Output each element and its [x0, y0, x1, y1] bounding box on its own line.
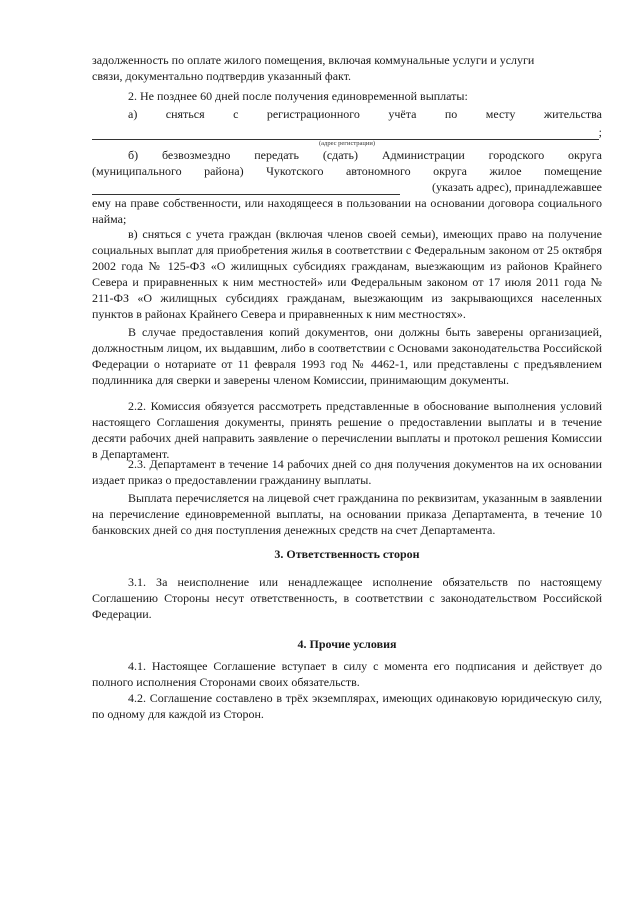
clause-2-2 — [92, 398, 602, 462]
clause-2b-rest: ему на праве собственности, или находящееся в пользовании на основании договора социального найма; — [92, 196, 602, 226]
clause-2-3-text: 2.3. Департамент в течение 14 рабочих дней со дня получения документов на их основании издает приказ о предоставлении гражданину выплаты. — [92, 457, 602, 487]
word: округа — [433, 164, 467, 178]
word: а) — [128, 107, 138, 121]
clause-4-2-text: 4.2. Соглашение составлено в трёх экземплярах, имеющих одинаковую юридическую силу, по одному для каждой из Сторон. — [92, 691, 602, 721]
word: округа — [568, 148, 602, 162]
word: месту — [485, 107, 516, 121]
word: жительства — [543, 107, 602, 121]
clause-4-1 — [92, 658, 602, 690]
payment-paragraph — [92, 490, 602, 538]
clause-4-1-text: 4.1. Настоящее Соглашение вступает в силу с момента его подписания и действует до полного исполнения Сторонами своих обязательств. — [92, 659, 602, 689]
payment-text: Выплата перечисляется на лицевой счет гражданина по реквизитам, указанным в заявлении на перечисление единовременной выплаты, на основании приказа Департамента, в течение 10 банковских дней со дня поступления денежных средств на счет Департамента. — [92, 491, 602, 537]
clause-2v-text: в) сняться с учета граждан (включая членов своей семьи), имеющих право на получение социальных выплат для приобретения жилья в соответствии с Федеральным законом от 25 октября 2002 года № 125-ФЗ «О жилищных субсидиях гражданам, выезжающим из районов Крайнего Севера и приравненных к ним местностей» или Федеральным законом от 17 июля 2011 года № 211-ФЗ «О жилищных субсидиях гражданам, выезжающим из закрывающихся населенных пунктов в районах Крайнего Севера и приравненных к ним местностях». — [92, 227, 602, 321]
word: с — [233, 107, 239, 121]
clause-4-2 — [92, 690, 602, 722]
clause-2-heading: 2. Не позднее 60 дней после получения единовременной выплаты: — [128, 89, 468, 103]
word: безвозмездно — [161, 148, 231, 162]
clause-2b — [92, 147, 602, 227]
clause-2v — [92, 226, 602, 322]
clause-2a-line — [92, 106, 602, 122]
intro-line-2: связи, документально подтвердив указанный факт. — [92, 69, 352, 83]
word: района) — [204, 164, 244, 178]
word: (сдать) — [322, 148, 358, 162]
clause-2b-line-2 — [92, 163, 602, 179]
word: регистрационного — [266, 107, 360, 121]
word: учёта — [388, 107, 417, 121]
clause-3-1 — [92, 574, 602, 622]
copies-paragraph — [92, 324, 602, 388]
clause-3-1-text: 3.1. За неисполнение или ненадлежащее исполнение обязательств по настоящему Соглашению Стороны несут ответственность, в соответствии с законодательством Российской Федерации. — [92, 575, 602, 621]
intro-paragraph — [92, 52, 602, 84]
word: сняться — [165, 107, 205, 121]
copies-text: В случае предоставления копий документов, они должны быть заверены организацией, должностным лицом, их выдавшим, либо в соответствии с Основами законодательства Российской Федерации о нотариате от 11 февраля 1993 год № 4462-1, или представлены с предъявлением подлинника для сверки и заверены членом Комиссии, принимающим документы. — [92, 325, 602, 387]
word: Администрации — [381, 148, 465, 162]
word: городского — [488, 148, 545, 162]
housing-address-blank — [92, 180, 400, 195]
section-3-title: 3. Ответственность сторон — [274, 547, 420, 561]
word: Чукотского — [266, 164, 324, 178]
word: по — [444, 107, 458, 121]
registration-address-caption: (адрес регистрации) — [319, 140, 375, 147]
clause-2-2-text: 2.2. Комиссия обязуется рассмотреть представленные в обоснование выполнения условий настоящего Соглашения документы, принять решение о предоставлении выплаты и в течение десяти рабочих дней направить заявление о перечислении выплаты и протокол решения Комиссии в Департамент. — [92, 399, 602, 461]
word: автономного — [345, 164, 411, 178]
semicolon: ; — [598, 125, 602, 139]
section-4-title: 4. Прочие условия — [297, 637, 397, 651]
clause-2-3 — [92, 456, 602, 488]
registration-address-blank — [92, 125, 599, 140]
word: помещение — [544, 164, 602, 178]
section-3-heading — [92, 546, 602, 562]
word: жилое — [489, 164, 522, 178]
housing-address-line — [92, 179, 602, 195]
section-2-heading — [92, 88, 602, 104]
clause-2b-line-1 — [92, 147, 602, 163]
word: (муниципального — [92, 164, 182, 178]
clause-2a — [92, 106, 602, 148]
housing-address-note: (указать адрес), принадлежавшее — [431, 180, 602, 194]
intro-line-1: задолженность по оплате жилого помещения, включая коммунальные услуги и услуги — [92, 53, 535, 67]
word: б) — [128, 148, 139, 162]
word: передать — [254, 148, 299, 162]
registration-address-line — [92, 124, 602, 140]
section-4-heading — [92, 636, 602, 652]
